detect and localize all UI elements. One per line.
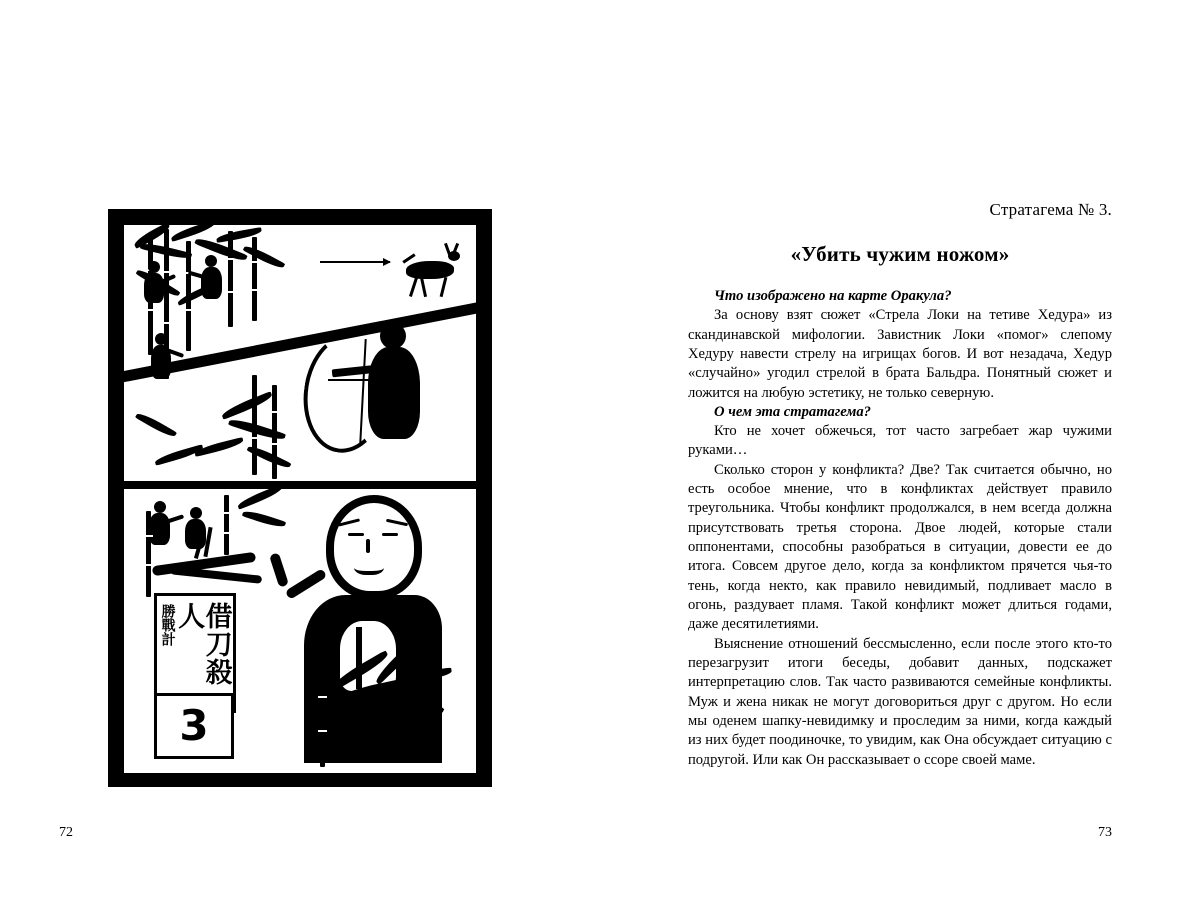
bamboo-leaf bbox=[242, 508, 286, 529]
figure-arm bbox=[160, 274, 176, 284]
bamboo-stalk bbox=[146, 511, 151, 597]
figure-body bbox=[149, 513, 170, 545]
bamboo-leaf bbox=[220, 391, 273, 420]
monk-pointing-hand bbox=[269, 552, 289, 587]
deer-antler bbox=[444, 243, 451, 255]
illustration-top-panel bbox=[124, 225, 476, 481]
bamboo-leaf bbox=[236, 489, 284, 510]
monk-eye bbox=[348, 533, 364, 536]
paragraph: Кто не хочет обжечься, тот часто загребает жар чужими руками… bbox=[688, 423, 1112, 459]
card-number: 3 bbox=[179, 701, 209, 750]
paragraph: Выяснение отношений бессмысленно, если после этого кто-то перезагрузит итоги беседы, добавит данных, подскажет интерпретацию слов. Так часто развиваются семейные конфликты. Муж и жена никак не могут договориться друг с другом. Но если мы оденем шапку-невидимку и проследим за ними, когда каждый из них будет поодиночке, то увидим, как Она обсуждает ситуацию с подругой. Или как Он рассказывает о ссоре своей маме. bbox=[688, 635, 1112, 768]
stratagem-number: Стратагема № 3. bbox=[989, 200, 1112, 219]
bamboo-stalk bbox=[224, 495, 229, 555]
oracle-card-illustration bbox=[108, 209, 492, 787]
monk-eye bbox=[382, 533, 398, 536]
bamboo-leaf bbox=[135, 411, 177, 440]
nocked-arrow bbox=[328, 379, 382, 381]
paragraph: За основу взят сюжет «Стрела Локи на тетиве Хедура» из скандинавской мифологии. Завистник Локи «помог» слепому Хедуру навести стрелу на игрищах богов. И вот незадача, Хедур «случайно» угодил стрелой в брата Бальдра. Понятный сюжет и ложится на любую эстетику, не только северную. bbox=[688, 307, 1112, 401]
laughing-monk-figure bbox=[282, 495, 452, 765]
illustration-bottom-panel bbox=[124, 489, 476, 773]
text-column bbox=[688, 200, 1112, 770]
flying-arrow bbox=[320, 261, 390, 263]
figure-head bbox=[148, 261, 160, 273]
monk-nose bbox=[366, 539, 370, 553]
paragraph: Сколько сторон у конфликта? Две? Так считается обычно, но есть особое мнение, что в конфликтах действует правило треугольника. Чтобы конфликт продолжался, в нем всегда должна присутствовать третья сторона. Двое людей, которые стали оппонентами, способны разобраться в ситуации, довести ее до итога. Совсем другое дело, когда за конфликтом прячется чья-то тень, когда некто, как правило невидимый, подливает масло в огонь, раздувает пламя. Такой конфликт может длиться годами, даже десятилетиями. bbox=[688, 461, 1112, 633]
figure-head bbox=[190, 507, 202, 519]
archer-figure bbox=[196, 255, 230, 311]
kanji-side-text: 勝戰計 bbox=[159, 604, 176, 646]
monk-mouth bbox=[354, 557, 384, 575]
section-heading-1: Что изображено на карте Оракула? bbox=[714, 288, 952, 304]
right-page bbox=[600, 0, 1200, 899]
main-archer-figure bbox=[306, 321, 446, 471]
page-title: «Убить чужим ножом» bbox=[790, 242, 1010, 266]
leaping-deer bbox=[396, 243, 468, 299]
monk-arm bbox=[285, 568, 328, 600]
archer-figure bbox=[138, 261, 172, 313]
deer-leg bbox=[440, 277, 448, 297]
figure-body bbox=[144, 273, 164, 303]
deer-leg bbox=[420, 277, 427, 297]
fallen-figure-limb bbox=[170, 566, 262, 584]
figure-head bbox=[155, 333, 167, 345]
archer-head bbox=[380, 323, 406, 349]
bamboo-leaf bbox=[243, 243, 286, 271]
figure-body bbox=[201, 267, 222, 299]
figure-head bbox=[154, 501, 166, 513]
card-inner-frame bbox=[124, 225, 476, 773]
deer-body bbox=[406, 261, 454, 279]
section-heading-2: О чем эта стратагема? bbox=[714, 403, 871, 420]
monk-robe-fold bbox=[356, 627, 362, 689]
kanji-main-text: 借刀殺人 bbox=[173, 602, 232, 686]
monk-face bbox=[334, 503, 414, 591]
folio-right: 73 bbox=[1098, 825, 1112, 840]
deer-leg bbox=[409, 277, 418, 297]
card-number-plate bbox=[154, 693, 234, 759]
folio-left: 72 bbox=[59, 825, 73, 840]
bamboo-leaf bbox=[170, 225, 216, 242]
figure-head bbox=[205, 255, 217, 267]
